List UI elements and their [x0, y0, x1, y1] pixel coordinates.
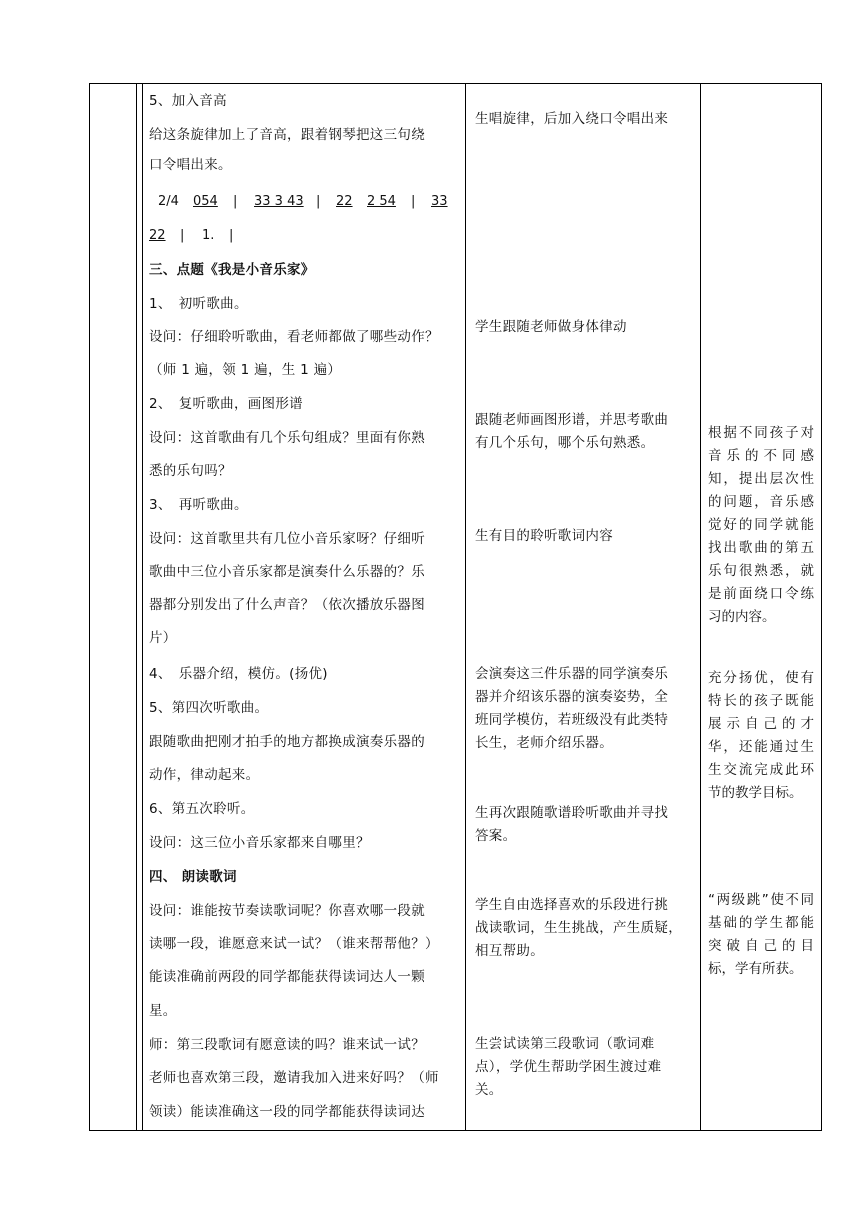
table-border-right — [821, 83, 822, 1131]
teacher-line1: 师：第三段歌词有愿意读的吗？谁来试一试？ — [149, 1037, 425, 1053]
table-border-col3 — [700, 83, 701, 1131]
melody-note: 054 — [193, 194, 218, 209]
activity-5-line1: 会演奏这三件乐器的同学演奏乐 — [475, 666, 669, 682]
activity-5-line3: 班同学模仿，若班级没有此类特 — [475, 712, 669, 728]
activity-2: 学生跟随老师做身体律动 — [475, 319, 627, 335]
activity-3-line1: 跟随老师画图形谱，并思考歌曲 — [475, 412, 669, 428]
melody-time-signature: 2/4 — [158, 194, 179, 209]
activity-8-line1: 生尝试读第三段歌词（歌词难 — [475, 1036, 655, 1052]
melody-note: 22 — [336, 194, 353, 209]
section-3-title: 三、点题《我是小音乐家》 — [149, 262, 315, 278]
step-2-question-line2: 悉的乐句吗？ — [149, 463, 232, 479]
teacher-line2: 老师也喜欢第三段，邀请我加入进来好吗？（师 — [149, 1070, 439, 1086]
activity-8-line3: 关。 — [475, 1082, 503, 1098]
melody-barline: | — [411, 194, 416, 209]
section-4-title: 四、 朗读歌词 — [149, 869, 237, 885]
activity-4: 生有目的聆听歌词内容 — [475, 528, 613, 544]
step-1-question-line1: 设问：仔细聆听歌曲，看老师都做了哪些动作？ — [149, 329, 439, 345]
melody-note: 1. — [202, 228, 215, 243]
activity-5-line4: 长生，老师介绍乐器。 — [475, 735, 613, 751]
reading-question-line4: 星。 — [149, 1003, 177, 1019]
design-note-1: 根据不同孩子对音乐的不同感知，提出层次性的问题，音乐感觉好的同学就能找出歌曲的第五乐句很熟悉，就是前面绕口令练习的内容。 — [708, 425, 814, 625]
activity-1: 生唱旋律，后加入绕口令唱出来 — [475, 111, 669, 127]
step-1: 1、 初听歌曲。 — [149, 296, 248, 312]
reading-question-line2: 读哪一段，谁愿意来试一试？（谁来帮帮他？） — [149, 936, 439, 952]
table-top-border — [89, 83, 821, 84]
activity-8-line2: 点），学优生帮助学困生渡过难 — [475, 1059, 662, 1075]
reading-question-line1: 设问：谁能按节奏读歌词呢？你喜欢哪一段就 — [149, 903, 425, 919]
section-5-desc-line2: 口令唱出来。 — [149, 157, 232, 173]
step-4: 4、 乐器介绍，模仿。(扬优) — [149, 666, 328, 682]
step-2-question-line1: 设问：这首歌曲有几个乐句组成？里面有你熟 — [149, 430, 425, 446]
table-border-col2 — [465, 83, 466, 1131]
section-5-title: 5、加入音高 — [149, 93, 227, 109]
melody-note: 22 — [149, 228, 166, 243]
activity-7-line3: 相互帮助。 — [475, 943, 544, 959]
step-5: 5、第四次听歌曲。 — [149, 700, 269, 716]
table-border-col1b — [142, 83, 143, 1131]
step-1-question-line2: （师 1 遍，领 1 遍，生 1 遍） — [149, 362, 342, 378]
table-border-left — [89, 83, 90, 1131]
step-6: 6、第五次聆听。 — [149, 801, 255, 817]
design-note-2: 充分扬优，使有特长的孩子既能展示自己的才华，还能通过生生交流完成此环节的教学目标。 — [708, 670, 814, 801]
melody-barline: | — [229, 228, 234, 243]
melody-note: 33 — [431, 194, 448, 209]
activity-7-line2: 战读歌词，生生挑战，产生质疑， — [475, 920, 682, 936]
activity-7-line1: 学生自由选择喜欢的乐段进行挑 — [475, 897, 669, 913]
activity-3-line2: 有几个乐句，哪个乐句熟悉。 — [475, 435, 655, 451]
section-5-desc-line1: 给这条旋律加上了音高，跟着钢琴把这三句绕 — [149, 127, 425, 143]
step-3-question-line2: 歌曲中三位小音乐家都是演奏什么乐器的？乐 — [149, 564, 425, 580]
step-3: 3、 再听歌曲。 — [149, 497, 248, 513]
activity-6-line1: 生再次跟随歌谱聆听歌曲并寻找 — [475, 805, 669, 821]
activity-6-line2: 答案。 — [475, 828, 517, 844]
reading-question-line3: 能读准确前两段的同学都能获得读词达人一颗 — [149, 969, 425, 985]
step-2: 2、 复听歌曲，画图形谱 — [149, 396, 303, 412]
step-5-desc-line2: 动作，律动起来。 — [149, 767, 260, 783]
melody-barline: | — [180, 228, 185, 243]
teacher-line3: 领读）能读准确这一段的同学都能获得读词达 — [149, 1104, 425, 1120]
activity-5-line2: 器并介绍该乐器的演奏姿势，全 — [475, 689, 669, 705]
step-3-question-line3: 器都分别发出了什么声音？（依次播放乐器图 — [149, 597, 425, 613]
melody-barline: | — [316, 194, 321, 209]
step-3-question-line4: 片） — [149, 630, 177, 646]
table-bottom-border — [89, 1130, 821, 1131]
step-5-desc-line1: 跟随歌曲把刚才拍手的地方都换成演奏乐器的 — [149, 734, 425, 750]
melody-note: 2 54 — [367, 194, 396, 209]
step-3-question-line1: 设问：这首歌里共有几位小音乐家呀？仔细听 — [149, 531, 425, 547]
melody-note: 33 3 43 — [254, 194, 304, 209]
step-6-question: 设问：这三位小音乐家都来自哪里？ — [149, 835, 370, 851]
melody-barline: | — [233, 194, 238, 209]
design-note-3: “两级跳”使不同基础的学生都能突破自己的目标，学有所获。 — [708, 892, 814, 977]
table-border-col1 — [136, 83, 137, 1131]
